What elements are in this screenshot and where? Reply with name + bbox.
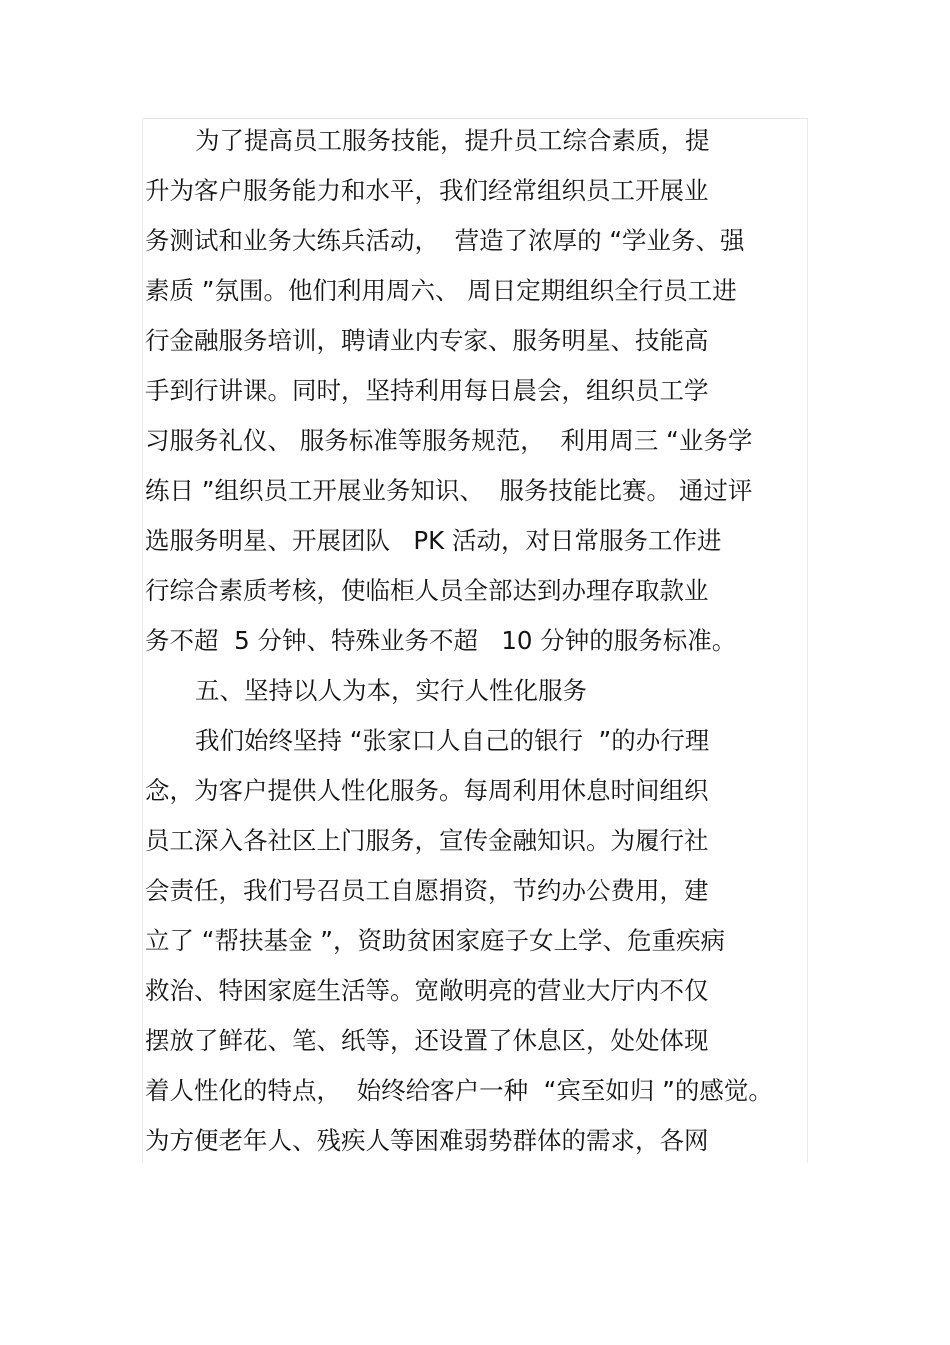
text-line: 习服务礼仪、 服务标准等服务规范， 利用周三 “业务学 xyxy=(145,426,753,455)
text-line: 务测试和业务大练兵活动， 营造了浓厚的 “学业务、强 xyxy=(145,226,745,255)
text-line: 念，为客户提供人性化服务。每周利用休息时间组织 xyxy=(145,776,709,805)
text-line: 员工深入各社区上门服务，宣传金融知识。为履行社 xyxy=(145,826,709,855)
text-line: 行金融服务培训，聘请业内专家、服务明星、技能高 xyxy=(145,326,709,355)
text-line: 选服务明星、开展团队 PK 活动，对日常服务工作进 xyxy=(145,526,722,555)
text-line: 升为客户服务能力和水平，我们经常组织员工开展业 xyxy=(145,176,709,205)
text-line: 行综合素质考核，使临柜人员全部达到办理存取款业 xyxy=(145,576,709,605)
text-line: 救治、特困家庭生活等。宽敞明亮的营业大厅内不仅 xyxy=(145,976,709,1005)
text-line: 立了 “帮扶基金 ”，资助贫困家庭子女上学、危重疾病 xyxy=(145,926,725,955)
text-line: 务不超 5 分钟、特殊业务不超 10 分钟的服务标准。 xyxy=(145,626,737,655)
text-line: 练日 ”组织员工开展业务知识、 服务技能比赛。 通过评 xyxy=(145,476,753,505)
text-line: 会责任，我们号召员工自愿捐资，节约办公费用，建 xyxy=(145,876,709,905)
text-line: 着人性化的特点， 始终给客户一种 “宾至如归 ”的感觉。 xyxy=(145,1076,773,1105)
text-line: 素质 ”氛围。他们利用周六、 周日定期组织全行员工进 xyxy=(145,276,737,305)
text-line: 摆放了鲜花、笔、纸等，还设置了休息区，处处体现 xyxy=(145,1026,709,1055)
text-line: 为了提高员工服务技能，提升员工综合素质，提 xyxy=(195,126,710,155)
text-line: 为方便老年人、残疾人等困难弱势群体的需求，各网 xyxy=(145,1126,709,1155)
section-heading: 五、坚持以人为本，实行人性化服务 xyxy=(195,676,587,705)
text-line: 我们始终坚持 “张家口人自己的银行 ”的办行理 xyxy=(195,726,710,755)
text-line: 手到行讲课。同时，坚持利用每日晨会，组织员工学 xyxy=(145,376,709,405)
